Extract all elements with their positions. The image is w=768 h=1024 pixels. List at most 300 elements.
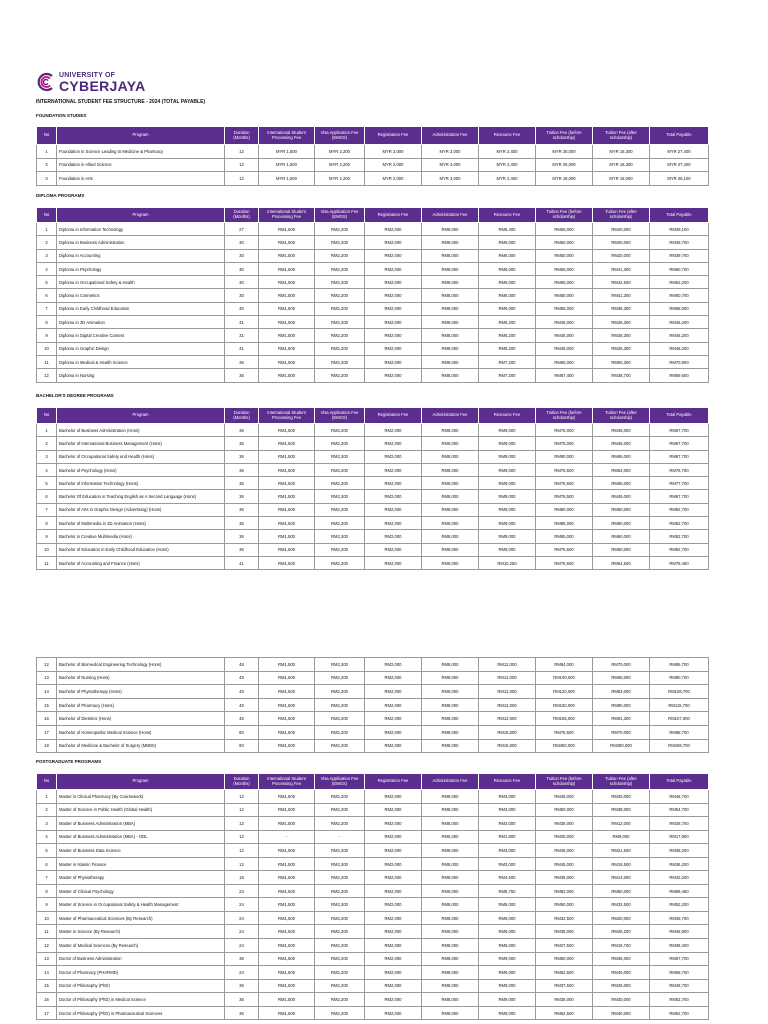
- table-row: [37, 993, 709, 1007]
- cell-tuition-after-scholarship: RM45,000: [593, 490, 650, 503]
- cell-row-number: 14: [37, 966, 57, 980]
- cell-processing-fee: RM1,500: [259, 911, 315, 925]
- cell-processing-fee: RM1,500: [259, 939, 315, 953]
- cell-administration-fee: RM8,000: [422, 477, 479, 490]
- column-header-processing-fee: International Student Processing Fee: [259, 774, 315, 790]
- cell-visa-fee: RM2,200: [315, 517, 365, 530]
- table-row: [37, 316, 709, 329]
- cell-row-number: 8: [37, 517, 57, 530]
- cell-registration-fee: RM2,000: [365, 437, 422, 450]
- cell-row-number: 11: [37, 556, 57, 569]
- cell-duration: 36: [225, 437, 259, 450]
- cell-tuition-after-scholarship: RM40,000: [593, 1006, 650, 1020]
- cell-processing-fee: RM1,500: [259, 437, 315, 450]
- cell-processing-fee: RM1,500: [259, 424, 315, 437]
- table-row: [37, 302, 709, 315]
- cell-registration-fee: RM2,000: [365, 698, 422, 712]
- cell-total-payable: RM46,200: [650, 329, 709, 342]
- cell-visa-fee: RM2,200: [315, 249, 365, 262]
- cell-row-number: 8: [37, 884, 57, 898]
- column-header-tuition-before-scholarship: Tuition Fee (before scholarship): [536, 127, 593, 145]
- cell-total-payable: RM98,700: [650, 725, 709, 739]
- cell-duration: 31: [225, 342, 259, 355]
- cell-registration-fee: RM2,000: [365, 262, 422, 275]
- cell-registration-fee: RM2,000: [365, 739, 422, 753]
- cell-tuition-after-scholarship: RM70,000: [593, 725, 650, 739]
- cell-program-name: Doctor of Business Administration: [57, 952, 225, 966]
- cell-registration-fee: RM2,000: [365, 658, 422, 672]
- cell-tuition-after-scholarship: RM20,000: [593, 249, 650, 262]
- cell-duration: 12: [225, 857, 259, 871]
- cell-row-number: 5: [37, 276, 57, 289]
- cell-program-name: Master in Clinical Pharmacy (By Coursework): [57, 790, 225, 804]
- cell-resource-fee: RM7,200: [479, 369, 536, 382]
- table-row: [37, 952, 709, 966]
- cell-duration: 60: [225, 725, 259, 739]
- cell-administration-fee: RM8,000: [422, 898, 479, 912]
- cell-administration-fee: RM8,000: [422, 316, 479, 329]
- cell-total-payable: RM82,700: [650, 543, 709, 556]
- cell-duration: 60: [225, 739, 259, 753]
- cell-duration: 36: [225, 1006, 259, 1020]
- column-header-row-number: No: [37, 408, 57, 424]
- cell-administration-fee: RM8,000: [422, 1006, 479, 1020]
- cell-total-payable: RM70,900: [650, 355, 709, 368]
- cell-program-name: Bachelor of Business Administration (Hons): [57, 424, 225, 437]
- cell-processing-fee: RM1,500: [259, 530, 315, 543]
- cell-duration: 24: [225, 925, 259, 939]
- cell-program-name: Foundation in Arts: [57, 172, 225, 186]
- cell-program-name: Master in Islamic Finance: [57, 857, 225, 871]
- cell-duration: 30: [225, 236, 259, 249]
- cell-registration-fee: RM2,000: [365, 952, 422, 966]
- cell-processing-fee: RM1,500: [259, 276, 315, 289]
- cell-resource-fee: RM6,200: [479, 342, 536, 355]
- cell-visa-fee: RM2,200: [315, 925, 365, 939]
- cell-visa-fee: MYR 2,200: [315, 158, 365, 172]
- cell-tuition-after-scholarship: RM30,000: [593, 790, 650, 804]
- cell-registration-fee: RM2,000: [365, 556, 422, 569]
- cell-program-name: Foundation in Allied Science: [57, 158, 225, 172]
- cell-tuition-before-scholarship: RM32,500: [536, 911, 593, 925]
- cell-duration: 12: [225, 145, 259, 159]
- table-row: [37, 543, 709, 556]
- cell-program-name: Diploma in Cosmetics: [57, 289, 225, 302]
- cell-resource-fee: RM10,250: [479, 556, 536, 569]
- cell-tuition-before-scholarship: RM76,500: [536, 490, 593, 503]
- cell-resource-fee: RM6,000: [479, 898, 536, 912]
- cell-tuition-before-scholarship: RM45,000: [536, 316, 593, 329]
- cell-administration-fee: RM8,000: [422, 369, 479, 382]
- cell-registration-fee: RM2,000: [365, 289, 422, 302]
- cell-visa-fee: RM2,200: [315, 236, 365, 249]
- cell-resource-fee: RM12,000: [479, 698, 536, 712]
- table-header-row: [37, 127, 709, 145]
- cell-administration-fee: RM8,000: [422, 911, 479, 925]
- cell-processing-fee: RM1,500: [259, 698, 315, 712]
- cell-row-number: 12: [37, 369, 57, 382]
- cell-resource-fee: RM9,000: [479, 477, 536, 490]
- cell-total-payable: RM39,700: [650, 236, 709, 249]
- cell-tuition-after-scholarship: RM41,300: [593, 262, 650, 275]
- cell-row-number: 11: [37, 355, 57, 368]
- column-header-registration-fee: Registration Fee: [365, 127, 422, 145]
- table-row: [37, 911, 709, 925]
- cell-tuition-before-scholarship: RM76,500: [536, 477, 593, 490]
- cell-visa-fee: RM2,200: [315, 450, 365, 463]
- cell-duration: 30: [225, 302, 259, 315]
- cell-program-name: Diploma in Psychology: [57, 262, 225, 275]
- cell-tuition-before-scholarship: RM55,000: [536, 276, 593, 289]
- cell-administration-fee: RM8,000: [422, 939, 479, 953]
- cell-row-number: 17: [37, 725, 57, 739]
- cell-processing-fee: RM1,500: [259, 223, 315, 236]
- cell-program-name: Bachelor of Education in Early Childhood Education (Hons): [57, 543, 225, 556]
- cell-total-payable: RM77,700: [650, 477, 709, 490]
- cell-tuition-before-scholarship: RM35,000: [536, 817, 593, 831]
- cell-row-number: 1: [37, 223, 57, 236]
- cell-processing-fee: RM1,500: [259, 463, 315, 476]
- table-row: [37, 262, 709, 275]
- cell-administration-fee: RM5,000: [422, 830, 479, 844]
- cell-program-name: Master of Medical Sciences (By Research): [57, 939, 225, 953]
- cell-resource-fee: RM4,500: [479, 871, 536, 885]
- cell-resource-fee: RM9,000: [479, 503, 536, 516]
- cell-resource-fee: RM7,200: [479, 355, 536, 368]
- column-header-administration-fee: Administration Fee: [422, 408, 479, 424]
- cell-resource-fee: RM6,000: [479, 276, 536, 289]
- cell-processing-fee: RM1,500: [259, 289, 315, 302]
- cell-visa-fee: RM2,200: [315, 477, 365, 490]
- column-header-row-number: No: [37, 774, 57, 790]
- cell-program-name: Diploma in Accounting: [57, 249, 225, 262]
- cell-duration: 24: [225, 911, 259, 925]
- cell-tuition-before-scholarship: RM45,000: [536, 790, 593, 804]
- cell-visa-fee: RM2,200: [315, 424, 365, 437]
- cell-visa-fee: RM2,200: [315, 685, 365, 699]
- cell-row-number: 6: [37, 289, 57, 302]
- table-row: [37, 490, 709, 503]
- cell-resource-fee: RM3,000: [479, 857, 536, 871]
- cell-resource-fee: RM5,400: [479, 223, 536, 236]
- cell-duration: 36: [225, 477, 259, 490]
- cell-registration-fee: RM2,000: [365, 463, 422, 476]
- cell-duration: 48: [225, 685, 259, 699]
- cell-row-number: 16: [37, 712, 57, 726]
- cell-administration-fee: RM8,000: [422, 463, 479, 476]
- table-row: [37, 1006, 709, 1020]
- table-row: [37, 925, 709, 939]
- cell-processing-fee: RM1,500: [259, 342, 315, 355]
- cell-row-number: 1: [37, 424, 57, 437]
- cell-processing-fee: RM1,500: [259, 658, 315, 672]
- table-row: [37, 739, 709, 753]
- cell-tuition-before-scholarship: RM45,000: [536, 844, 593, 858]
- table-row: [37, 790, 709, 804]
- cell-duration: 30: [225, 289, 259, 302]
- cell-tuition-before-scholarship: RM76,500: [536, 556, 593, 569]
- cell-resource-fee: RM6,200: [479, 316, 536, 329]
- table-row: [37, 355, 709, 368]
- cell-resource-fee: MYR 2,400: [479, 145, 536, 159]
- cell-administration-fee: RM8,000: [422, 817, 479, 831]
- cell-program-name: Diploma in Business Administration: [57, 236, 225, 249]
- cell-program-name: Diploma in Nursing: [57, 369, 225, 382]
- cell-processing-fee: MYR 1,500: [259, 145, 315, 159]
- cell-tuition-after-scholarship: RM9,000: [593, 830, 650, 844]
- cell-total-payable: RM60,700: [650, 289, 709, 302]
- cell-administration-fee: RM8,000: [422, 725, 479, 739]
- cell-registration-fee: RM2,000: [365, 857, 422, 871]
- cell-resource-fee: RM9,000: [479, 517, 536, 530]
- column-header-resource-fee: Resource Fee: [479, 408, 536, 424]
- cell-visa-fee: RM2,200: [315, 671, 365, 685]
- cell-visa-fee: RM2,200: [315, 844, 365, 858]
- cell-resource-fee: RM9,000: [479, 993, 536, 1007]
- cell-tuition-after-scholarship: RM12,000: [593, 817, 650, 831]
- cell-program-name: Doctor of Pharmacy (PHARMD): [57, 966, 225, 980]
- cell-duration: 36: [225, 952, 259, 966]
- column-header-resource-fee: Resource Fee: [479, 127, 536, 145]
- cell-tuition-after-scholarship: RM38,000: [593, 803, 650, 817]
- column-header-program-name: Program: [57, 408, 225, 424]
- cell-program-name: Bachelor of Dietetics (Hons): [57, 712, 225, 726]
- cell-registration-fee: RM2,000: [365, 790, 422, 804]
- cell-registration-fee: RM2,000: [365, 249, 422, 262]
- cell-processing-fee: RM1,500: [259, 871, 315, 885]
- cell-processing-fee: RM1,500: [259, 556, 315, 569]
- cell-tuition-before-scholarship: RM50,000: [536, 249, 593, 262]
- cell-duration: 12: [225, 830, 259, 844]
- cell-registration-fee: RM2,000: [365, 236, 422, 249]
- column-header-visa-fee: Visa Application Fee (EMGS): [315, 408, 365, 424]
- cell-total-payable: RM78,450: [650, 556, 709, 569]
- cell-processing-fee: MYR 1,500: [259, 158, 315, 172]
- cell-total-payable: MYR 26,100: [650, 172, 709, 186]
- column-header-duration: Duration (Months): [225, 774, 259, 790]
- cell-resource-fee: RM12,000: [479, 658, 536, 672]
- cell-total-payable: RM76,700: [650, 463, 709, 476]
- cell-duration: 30: [225, 276, 259, 289]
- cell-total-payable: RM54,700: [650, 803, 709, 817]
- cell-visa-fee: RM2,200: [315, 543, 365, 556]
- cell-tuition-after-scholarship: MYR 15,000: [593, 172, 650, 186]
- cell-resource-fee: RM6,000: [479, 302, 536, 315]
- cell-registration-fee: RM2,000: [365, 939, 422, 953]
- cell-tuition-after-scholarship: RM90,000: [593, 698, 650, 712]
- cell-row-number: 8: [37, 316, 57, 329]
- logo-line-2: CYBERJAYA: [59, 77, 146, 94]
- cell-tuition-before-scholarship: RM25,000: [536, 830, 593, 844]
- cell-registration-fee: RM2,000: [365, 671, 422, 685]
- cell-total-payable: RM67,700: [650, 424, 709, 437]
- cell-tuition-after-scholarship: RM55,000: [593, 477, 650, 490]
- cell-total-payable: RM38,400: [650, 939, 709, 953]
- cell-tuition-before-scholarship: RM80,000: [536, 503, 593, 516]
- cell-tuition-after-scholarship: RM45,000: [593, 424, 650, 437]
- cell-administration-fee: RM8,000: [422, 671, 479, 685]
- cell-row-number: 7: [37, 871, 57, 885]
- cell-program-name: Master of Business Data Science: [57, 844, 225, 858]
- cell-registration-fee: RM2,000: [365, 979, 422, 993]
- cell-program-name: Master of Science in Public Health (Global Health): [57, 803, 225, 817]
- cell-resource-fee: RM15,000: [479, 739, 536, 753]
- cell-tuition-before-scholarship: RM76,500: [536, 725, 593, 739]
- cell-total-payable: RM39,700: [650, 911, 709, 925]
- fee-table-postgraduate: [36, 773, 709, 1020]
- cell-duration: 41: [225, 556, 259, 569]
- cell-visa-fee: RM2,200: [315, 530, 365, 543]
- table-row: [37, 939, 709, 953]
- cell-duration: 36: [225, 450, 259, 463]
- cell-tuition-before-scholarship: RM82,000: [536, 884, 593, 898]
- column-header-tuition-before-scholarship: Tuition Fee (before scholarship): [536, 408, 593, 424]
- table-row: [37, 342, 709, 355]
- cell-row-number: 6: [37, 490, 57, 503]
- cell-tuition-after-scholarship: RM60,000: [593, 517, 650, 530]
- cell-administration-fee: RM8,000: [422, 871, 479, 885]
- cell-processing-fee: RM1,500: [259, 262, 315, 275]
- table-row: [37, 556, 709, 569]
- table-row: [37, 530, 709, 543]
- cell-registration-fee: MYR 2,000: [365, 145, 422, 159]
- cell-tuition-before-scholarship: RM65,000: [536, 355, 593, 368]
- cell-duration: 36: [225, 979, 259, 993]
- cell-visa-fee: RM2,200: [315, 223, 365, 236]
- cell-registration-fee: RM2,000: [365, 342, 422, 355]
- cell-tuition-after-scholarship: RM40,000: [593, 966, 650, 980]
- cell-duration: 36: [225, 369, 259, 382]
- table-row: [37, 803, 709, 817]
- cell-program-name: Bachelor of Pharmacy (Hons): [57, 698, 225, 712]
- table-row: [37, 517, 709, 530]
- cell-resource-fee: RM5,750: [479, 884, 536, 898]
- cell-resource-fee: RM9,000: [479, 490, 536, 503]
- table-row: [37, 712, 709, 726]
- cell-tuition-before-scholarship: RM120,000: [536, 685, 593, 699]
- cell-resource-fee: RM9,000: [479, 1006, 536, 1020]
- cell-row-number: 5: [37, 477, 57, 490]
- cell-processing-fee: RM1,500: [259, 925, 315, 939]
- cell-row-number: 10: [37, 911, 57, 925]
- table-row: [37, 725, 709, 739]
- cell-program-name: Bachelor Of Education in Teaching English as A Second Language (Hons): [57, 490, 225, 503]
- fee-table-bachelor-continued: [36, 657, 709, 753]
- cell-tuition-before-scholarship: RM150,000: [536, 698, 593, 712]
- cell-administration-fee: RM8,000: [422, 698, 479, 712]
- cell-processing-fee: RM1,500: [259, 517, 315, 530]
- cell-registration-fee: RM2,000: [365, 530, 422, 543]
- cell-program-name: Doctor of Philosophy (PhD): [57, 979, 225, 993]
- cell-row-number: 3: [37, 172, 57, 186]
- cell-total-payable: RM32,200: [650, 871, 709, 885]
- column-header-tuition-after-scholarship: Tuition Fee (after scholarship): [593, 774, 650, 790]
- cell-total-payable: RM52,700: [650, 993, 709, 1007]
- cell-program-name: Bachelor of International Business Management (Hons): [57, 437, 225, 450]
- table-row: [37, 450, 709, 463]
- cell-tuition-after-scholarship: MYR 16,300: [593, 145, 650, 159]
- cell-row-number: 17: [37, 1006, 57, 1020]
- cell-visa-fee: MYR 2,200: [315, 172, 365, 186]
- cell-administration-fee: RM8,000: [422, 979, 479, 993]
- cell-program-name: Master of Pharmaceutical Sciences (By Research): [57, 911, 225, 925]
- table-row: [37, 503, 709, 516]
- cell-total-payable: RM38,200: [650, 844, 709, 858]
- cell-tuition-before-scholarship: RM52,500: [536, 966, 593, 980]
- cell-processing-fee: RM1,500: [259, 790, 315, 804]
- cell-duration: 27: [225, 223, 259, 236]
- cell-processing-fee: RM1,500: [259, 898, 315, 912]
- cell-tuition-after-scholarship: RM32,500: [593, 898, 650, 912]
- cell-program-name: Diploma in 3D Animation: [57, 316, 225, 329]
- table-row: [37, 223, 709, 236]
- cell-resource-fee: RM3,000: [479, 803, 536, 817]
- cell-tuition-before-scholarship: RM55,000: [536, 223, 593, 236]
- cell-registration-fee: RM2,000: [365, 276, 422, 289]
- cell-administration-fee: RM8,000: [422, 249, 479, 262]
- cell-program-name: Master of Business Administration (MBA): [57, 817, 225, 831]
- cell-tuition-after-scholarship: RM20,000: [593, 236, 650, 249]
- cell-program-name: Bachelor of Accounting and Finance (Hons): [57, 556, 225, 569]
- cell-tuition-after-scholarship: RM26,300: [593, 329, 650, 342]
- cell-resource-fee: RM6,000: [479, 249, 536, 262]
- cell-row-number: 4: [37, 463, 57, 476]
- cell-tuition-after-scholarship: RM45,000: [593, 437, 650, 450]
- cell-program-name: Foundation in Science Leading to Medicine & Pharmacy: [57, 145, 225, 159]
- cell-tuition-after-scholarship: RM55,000: [593, 671, 650, 685]
- table-row: [37, 249, 709, 262]
- column-header-total-payable: Total Payable: [650, 774, 709, 790]
- fee-table-diploma: [36, 207, 709, 383]
- cell-total-payable: MYR 27,400: [650, 145, 709, 159]
- section-title-bachelor: BACHELOR'S DEGREE PROGRAMS: [36, 393, 114, 398]
- cell-tuition-after-scholarship: RM26,300: [593, 316, 650, 329]
- cell-row-number: 15: [37, 979, 57, 993]
- cell-tuition-after-scholarship: RM54,000: [593, 463, 650, 476]
- cell-visa-fee: RM2,200: [315, 803, 365, 817]
- cell-resource-fee: RM12,000: [479, 671, 536, 685]
- cell-tuition-before-scholarship: RM55,000: [536, 289, 593, 302]
- cell-visa-fee: RM2,200: [315, 979, 365, 993]
- cell-row-number: 13: [37, 671, 57, 685]
- cell-tuition-before-scholarship: RM50,000: [536, 803, 593, 817]
- column-header-total-payable: Total Payable: [650, 408, 709, 424]
- cell-processing-fee: RM1,500: [259, 966, 315, 980]
- cell-administration-fee: RM8,000: [422, 276, 479, 289]
- university-emblem-icon: [36, 72, 56, 92]
- cell-program-name: Doctor of Philosophy (PhD) in Pharmaceutical Sciences: [57, 1006, 225, 1020]
- cell-tuition-before-scholarship: RM35,000: [536, 993, 593, 1007]
- column-header-tuition-before-scholarship: Tuition Fee (before scholarship): [536, 774, 593, 790]
- cell-visa-fee: -: [315, 830, 365, 844]
- cell-visa-fee: MYR 2,200: [315, 145, 365, 159]
- cell-duration: 24: [225, 939, 259, 953]
- cell-tuition-after-scholarship: RM38,300: [593, 302, 650, 315]
- table-row: [37, 658, 709, 672]
- cell-registration-fee: RM2,000: [365, 490, 422, 503]
- cell-administration-fee: RM8,000: [422, 658, 479, 672]
- cell-total-payable: RM67,700: [650, 437, 709, 450]
- cell-tuition-before-scholarship: RM35,000: [536, 925, 593, 939]
- cell-duration: 30: [225, 262, 259, 275]
- cell-tuition-before-scholarship: RM76,500: [536, 463, 593, 476]
- cell-duration: 36: [225, 993, 259, 1007]
- cell-tuition-after-scholarship: RM50,300: [593, 355, 650, 368]
- column-header-resource-fee: Resource Fee: [479, 774, 536, 790]
- fee-table-foundation: [36, 126, 709, 186]
- cell-processing-fee: RM1,500: [259, 979, 315, 993]
- cell-administration-fee: RM8,000: [422, 790, 479, 804]
